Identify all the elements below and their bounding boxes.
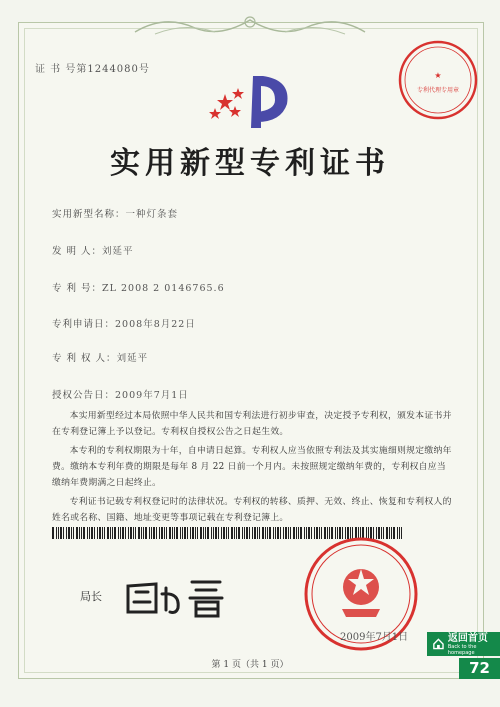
field-value: 刘延平 (102, 246, 134, 257)
field-value: 2009年7月1日 (115, 390, 189, 401)
agency-stamp (396, 38, 480, 122)
page-indicator: 第 1 页（共 1 页） (211, 660, 289, 670)
field-application-date (52, 316, 196, 330)
home-icon (432, 637, 445, 651)
field-label: 发 明 人： (52, 246, 103, 257)
field-label: 授权公告日： (52, 390, 116, 401)
seal-date: 2009年7月1日 (340, 632, 409, 643)
field-patentee (52, 350, 148, 364)
field-patent-number (52, 280, 225, 294)
chief-label: 局长 (80, 590, 102, 603)
back-to-homepage-sub: Back to the homepage (447, 643, 477, 656)
field-label: 实用新型名称： (52, 209, 126, 220)
field-label: 专 利 号： (52, 283, 103, 294)
certificate-number: 证 书 号第1244080号 (35, 64, 150, 75)
patent-office-logo (205, 70, 295, 130)
back-to-homepage-label: 返回首页 (447, 632, 488, 644)
field-grant-date (52, 387, 189, 401)
agency-stamp-center: 专利代理专用章 (416, 87, 460, 94)
field-value: ZL 2008 2 0146765.6 (102, 283, 225, 294)
certificate-title: 实用新型专利证书 (110, 146, 390, 181)
field-value: 刘延平 (116, 353, 149, 364)
top-ornament (125, 8, 375, 42)
field-value: 2008年8月22日 (115, 319, 196, 330)
field-inventor (52, 243, 134, 257)
director-signature (122, 572, 232, 618)
certificate-body (52, 408, 452, 529)
field-value: 一种灯条套 (125, 209, 179, 220)
body-paragraph: 本实用新型经过本局依照中华人民共和国专利法进行初步审查，决定授予专利权，颁发本证书并在专利登记簿上予以登记。专利权自授权公告之日起生效。 (52, 411, 452, 437)
field-label: 专利申请日： (52, 319, 116, 330)
back-to-homepage-button[interactable] (427, 632, 500, 656)
page-number-badge: 72 (459, 658, 500, 679)
body-paragraph: 本专利的专利权期限为十年，自申请日起算。专利权人应当依照专利法及其实施细则规定缴纳年费。缴纳本专利年费的期限是每年 8 月 22 日前一个月内。未按照规定缴纳年费的，专利权自应当缴纳年费期满之日起终止。 (52, 446, 452, 488)
field-utility-model-name (52, 206, 178, 220)
svg-text:★: ★ (434, 71, 442, 80)
body-paragraph: 专利证书记载专利权登记时的法律状况。专利权的转移、质押、无效、终止、恢复和专利权人的姓名或名称、国籍、地址变更等事项记载在专利登记簿上。 (52, 497, 452, 523)
field-label: 专 利 权 人： (52, 353, 117, 364)
